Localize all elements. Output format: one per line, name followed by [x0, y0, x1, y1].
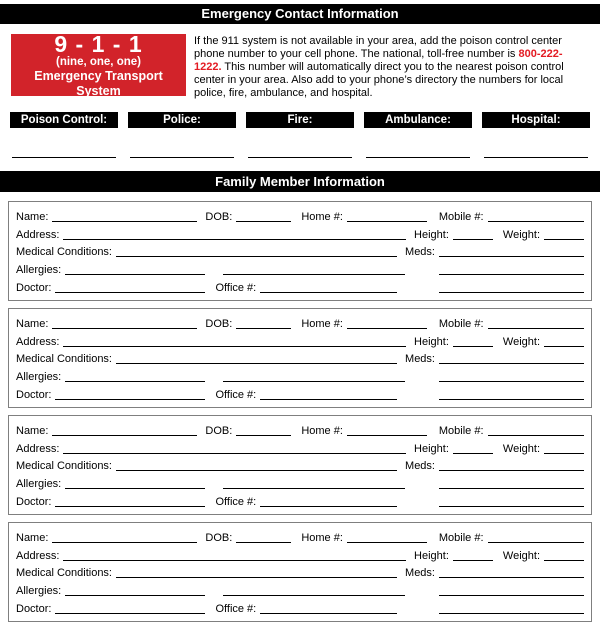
- medical-conditions-label: Medical Conditions:: [16, 460, 112, 473]
- mobile-phone-field-line[interactable]: [488, 542, 584, 543]
- allergies-label: Allergies:: [16, 585, 62, 598]
- paragraph-text-before: If the 911 system is not available in your area, add the poison control center phone number to your cell phone. The national, toll-free number is: [194, 35, 562, 60]
- dob-field-line[interactable]: [236, 435, 291, 436]
- doctor-row: [16, 278, 584, 296]
- fire-column: [246, 112, 354, 158]
- emergency-contact-header: [0, 4, 600, 24]
- office-phone-label: Office #:: [215, 495, 257, 508]
- height-label: Height:: [414, 442, 449, 455]
- medical-conditions-label: Medical Conditions:: [16, 353, 112, 366]
- allergies-row: [16, 367, 584, 385]
- hospital-column: [482, 112, 590, 158]
- allergies-continued-line[interactable]: [223, 488, 405, 489]
- address-label: Address:: [16, 228, 60, 241]
- doctor-field-line[interactable]: [55, 506, 205, 507]
- doctor-field-line[interactable]: [55, 292, 205, 293]
- office-phone-label: Office #:: [215, 281, 257, 294]
- emergency-contact-form: [0, 4, 600, 622]
- address-row: [16, 439, 584, 457]
- name-field-line[interactable]: [52, 435, 197, 436]
- weight-label: Weight:: [502, 442, 540, 455]
- medical-conditions-field-line[interactable]: [116, 577, 397, 578]
- home-phone-label: Home #:: [301, 531, 343, 544]
- dob-label: DOB:: [205, 424, 233, 437]
- meds-field-line[interactable]: [439, 577, 584, 578]
- meds-continued-line-1[interactable]: [439, 595, 584, 596]
- name-label: Name:: [16, 210, 49, 223]
- ambulance-column: [364, 112, 472, 158]
- allergies-label: Allergies:: [16, 264, 62, 277]
- meds-continued-line-2[interactable]: [439, 506, 584, 507]
- home-phone-field-line[interactable]: [347, 221, 427, 222]
- weight-field-line[interactable]: [544, 346, 584, 347]
- allergies-row: [16, 581, 584, 599]
- 911-red-box: [11, 30, 186, 98]
- paragraph-text-after: This number will automatically direct you to the nearest poison control center in your area. Also add to your phone’s directory the numbers for local police, fire, ambulance, and hospital.: [194, 61, 564, 99]
- meds-label: Meds:: [405, 246, 435, 259]
- allergies-continued-line[interactable]: [223, 381, 405, 382]
- name-row: [16, 207, 584, 225]
- medical-row: [16, 564, 584, 582]
- meds-continued-line-2[interactable]: [439, 613, 584, 614]
- 911-code-words: (nine, one, one): [56, 55, 141, 68]
- meds-field-line[interactable]: [439, 256, 584, 257]
- name-label: Name:: [16, 424, 49, 437]
- poison-control-number: 800-222-1222.: [194, 48, 563, 73]
- medical-row: [16, 243, 584, 261]
- meds-continued-line-1[interactable]: [439, 381, 584, 382]
- name-label: Name:: [16, 317, 49, 330]
- meds-continued-line-2[interactable]: [439, 292, 584, 293]
- address-field-line[interactable]: [63, 453, 406, 454]
- mobile-phone-label: Mobile #:: [438, 531, 484, 544]
- police-label: Police:: [128, 112, 236, 128]
- medical-row: [16, 457, 584, 475]
- 911-code: 9 - 1 - 1: [54, 30, 143, 57]
- family-member-box: [8, 522, 592, 622]
- fire-label: Fire:: [246, 112, 354, 128]
- weight-field-line[interactable]: [544, 453, 584, 454]
- doctor-label: Doctor:: [16, 388, 52, 401]
- address-field-line[interactable]: [63, 239, 406, 240]
- medical-conditions-label: Medical Conditions:: [16, 567, 112, 580]
- home-phone-field-line[interactable]: [347, 435, 427, 436]
- family-member-title: Family Member Information: [215, 174, 385, 189]
- family-members-list: [0, 201, 600, 622]
- meds-continued-line-1[interactable]: [439, 488, 584, 489]
- meds-continued-line-2[interactable]: [439, 399, 584, 400]
- mobile-phone-field-line[interactable]: [488, 328, 584, 329]
- dob-label: DOB:: [205, 531, 233, 544]
- home-phone-label: Home #:: [301, 317, 343, 330]
- mobile-phone-label: Mobile #:: [438, 210, 484, 223]
- family-member-box: [8, 415, 592, 515]
- dob-label: DOB:: [205, 317, 233, 330]
- family-member-box: [8, 201, 592, 301]
- dob-field-line[interactable]: [236, 221, 291, 222]
- height-field-line[interactable]: [453, 346, 493, 347]
- mobile-phone-field-line[interactable]: [488, 435, 584, 436]
- name-field-line[interactable]: [52, 328, 197, 329]
- ambulance-number-line[interactable]: [366, 157, 470, 158]
- meds-label: Meds:: [405, 353, 435, 366]
- emergency-contact-title: Emergency Contact Information: [201, 6, 399, 21]
- name-label: Name:: [16, 531, 49, 544]
- meds-label: Meds:: [405, 567, 435, 580]
- allergies-field-line[interactable]: [65, 381, 205, 382]
- doctor-label: Doctor:: [16, 602, 52, 615]
- office-phone-label: Office #:: [215, 602, 257, 615]
- height-label: Height:: [414, 549, 449, 562]
- meds-field-line[interactable]: [439, 363, 584, 364]
- medical-conditions-field-line[interactable]: [116, 470, 397, 471]
- doctor-label: Doctor:: [16, 495, 52, 508]
- address-field-line[interactable]: [63, 560, 406, 561]
- name-field-line[interactable]: [52, 542, 197, 543]
- home-phone-field-line[interactable]: [347, 542, 427, 543]
- height-field-line[interactable]: [453, 453, 493, 454]
- poison-control-label: Poison Control:: [10, 112, 118, 128]
- home-phone-label: Home #:: [301, 210, 343, 223]
- hospital-number-line[interactable]: [484, 157, 588, 158]
- name-row: [16, 421, 584, 439]
- poison-control-number-line[interactable]: [12, 157, 116, 158]
- office-phone-field-line[interactable]: [260, 613, 397, 614]
- fire-number-line[interactable]: [248, 157, 352, 158]
- doctor-label: Doctor:: [16, 281, 52, 294]
- doctor-row: [16, 492, 584, 510]
- medical-conditions-label: Medical Conditions:: [16, 246, 112, 259]
- doctor-row: [16, 599, 584, 617]
- police-number-line[interactable]: [130, 157, 234, 158]
- poison-control-column: [10, 112, 118, 158]
- meds-field-line[interactable]: [439, 470, 584, 471]
- family-member-header: [0, 171, 600, 192]
- allergies-field-line[interactable]: [65, 488, 205, 489]
- name-row: [16, 314, 584, 332]
- ambulance-label: Ambulance:: [364, 112, 472, 128]
- address-label: Address:: [16, 549, 60, 562]
- office-phone-field-line[interactable]: [260, 399, 397, 400]
- allergies-label: Allergies:: [16, 478, 62, 491]
- name-field-line[interactable]: [52, 221, 197, 222]
- police-column: [128, 112, 236, 158]
- weight-label: Weight:: [502, 549, 540, 562]
- name-row: [16, 528, 584, 546]
- family-member-box: [8, 308, 592, 408]
- height-label: Height:: [414, 335, 449, 348]
- office-phone-label: Office #:: [215, 388, 257, 401]
- address-label: Address:: [16, 335, 60, 348]
- hospital-label: Hospital:: [482, 112, 590, 128]
- address-row: [16, 225, 584, 243]
- allergies-label: Allergies:: [16, 371, 62, 384]
- mobile-phone-label: Mobile #:: [438, 424, 484, 437]
- address-label: Address:: [16, 442, 60, 455]
- mobile-phone-field-line[interactable]: [488, 221, 584, 222]
- height-field-line[interactable]: [453, 239, 493, 240]
- mobile-phone-label: Mobile #:: [438, 317, 484, 330]
- emergency-numbers-row: [10, 112, 590, 158]
- doctor-field-line[interactable]: [55, 613, 205, 614]
- allergies-field-line[interactable]: [65, 595, 205, 596]
- office-phone-field-line[interactable]: [260, 292, 397, 293]
- weight-field-line[interactable]: [544, 239, 584, 240]
- meds-continued-line-1[interactable]: [439, 274, 584, 275]
- allergies-field-line[interactable]: [65, 274, 205, 275]
- allergies-row: [16, 474, 584, 492]
- weight-label: Weight:: [502, 228, 540, 241]
- 911-system-label: Emergency Transport System: [34, 68, 163, 98]
- dob-field-line[interactable]: [236, 542, 291, 543]
- office-phone-field-line[interactable]: [260, 506, 397, 507]
- dob-label: DOB:: [205, 210, 233, 223]
- address-field-line[interactable]: [63, 346, 406, 347]
- medical-conditions-field-line[interactable]: [116, 363, 397, 364]
- medical-conditions-field-line[interactable]: [116, 256, 397, 257]
- dob-field-line[interactable]: [236, 328, 291, 329]
- medical-row: [16, 350, 584, 368]
- doctor-field-line[interactable]: [55, 399, 205, 400]
- address-row: [16, 546, 584, 564]
- allergies-row: [16, 260, 584, 278]
- height-field-line[interactable]: [453, 560, 493, 561]
- top-section: [11, 30, 590, 100]
- weight-field-line[interactable]: [544, 560, 584, 561]
- weight-label: Weight:: [502, 335, 540, 348]
- meds-label: Meds:: [405, 460, 435, 473]
- poison-control-paragraph: [194, 34, 590, 100]
- allergies-continued-line[interactable]: [223, 274, 405, 275]
- allergies-continued-line[interactable]: [223, 595, 405, 596]
- address-row: [16, 332, 584, 350]
- doctor-row: [16, 385, 584, 403]
- height-label: Height:: [414, 228, 449, 241]
- home-phone-label: Home #:: [301, 424, 343, 437]
- home-phone-field-line[interactable]: [347, 328, 427, 329]
